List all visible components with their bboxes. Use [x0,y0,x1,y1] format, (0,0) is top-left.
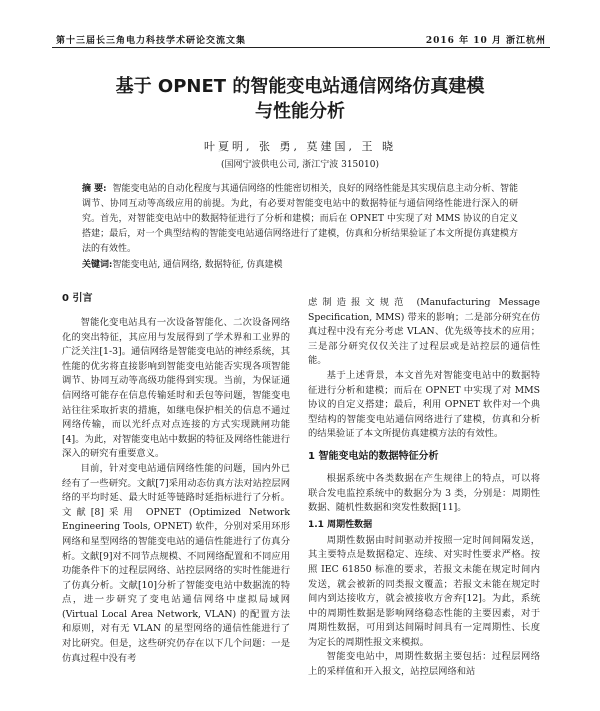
author-list: 叶夏明, 张 勇, 莫建国, 王 晓 [204,140,396,153]
periodic-data-paragraph-2: 智能变电站中，周期性数据主要包括：过程层网络上的采样值和开入报文，站控层网络和站 [308,651,540,678]
abstract [82,182,518,257]
intro-paragraph-3: 基于上述背景，本文首先对智能变电站中的数据特征进行分析和建模；而后在 OPNET 中实现了对 MMS 协议的自定义搭建；最后，利用 OPNET 软件对一个典型结构的智能变电站通信网络进行了建模，仿真和分析的结果验证了本文所提仿真建模方法的有效性。 [308,369,540,440]
paper-title-line-1: 基于 OPNET 的智能变电站通信网络仿真建模 [115,76,485,97]
keywords-text: 智能变电站, 通信网络, 数据特征, 仿真建模 [112,260,283,270]
intro-paragraph-1: 智能化变电站具有一次设备智能化、二次设备网络化的突出特征，其应用与发展得到了学术界和工业界的广泛关注[1-3]。通信网络是智能变电站的神经系统，其性能的优劣将直接影响到智能变电站能否实现各项智能调节、协同互动等高级功能得到实现。当前，为保证通信网络可能存在信息传输延时和丢包等问题，智能变电站往往采取折衷的措施，如继电保护相关的信息不通过网络传输，而以光纤点对点连接的方式实现跳闸功能[4]。为此，对智能变电站中数据的特征及网络性能进行深入的研究有重要意义。 [62,317,290,460]
keywords [82,258,518,273]
paper-title-line-2: 与性能分析 [255,101,345,122]
subsection-heading-periodic-data: 1.1 周期性数据 [308,519,373,530]
section1-paragraph-1: 根据系统中各类数据在产生规律上的特点，可以将联合发电监控系统中的数据分为 3 类，分别是：周期性数据、随机性数据和突发性数据[11]。 [308,472,540,514]
intro-paragraph-2-continued: 虑制造报文规范 (Manufacturing Message Specification, MMS) 带来的影响；二是部分研究在仿真过程中没有充分考虑 VLAN、优先级等技术的应用；三是部分研究仅仅关注了过程层或是站控层的通信性能。 [308,297,540,367]
periodic-data-paragraph-1: 周期性数据由时间驱动并按照一定时间间隔发送，其主要特点是数据稳定、连续、对实时性要求严格。按照 IEC 61850 标准的要求，若报文未能在规定时间内发送，就会被新的同类报文覆盖；若报文未能在规定时间内到达接收方，就会被接收方舍弃[12]。为此，系统中的周期性数据是影响网络稳态性能的主要因素，对于周期性数据，可用到达间隔时间具有一定周期性、长度为定长的周期性报文来模拟。 [308,534,540,648]
running-header-right: 2016 年 10 月 浙江杭州 [425,36,546,46]
section-heading-data-features: 1 智能变电站的数据特征分析 [308,450,439,462]
header-rule [52,47,550,48]
affiliation: (国网宁波供电公司, 浙江宁波 315010) [221,160,379,170]
keywords-label: 关键词: [82,260,113,270]
abstract-label: 摘 要: [82,184,107,194]
section-heading-introduction: 0 引言 [62,293,93,304]
left-column [62,292,290,666]
running-header-left: 第十三届长三角电力科技学术研论交流文集 [56,36,247,46]
intro-paragraph-2: 目前，针对变电站通信网络性能的问题，国内外已经有了一些研究。文献[7]采用动态仿真方法对站控层网络的平均时延、最大时延等链路时延指标进行了分析。文献[8]采用 OPNET (Optimized Network Engineering Tools, OPNET) 软件，分别对采用环形网络和星型网络的智能变电站的通信性能进行了仿真分析。文献[9]对不同节点规模、不同网络配置和不同应用功能条件下的过程层网络、站控层网络的实时性能进行了仿真分析。文献[10]分析了智能变电站中数据流的特点，进一步研究了变电站通信网络中虚拟局域网 (Virtual Local Area Network, VLAN) 的配置方法和原则，对有无 VLAN 的星型网络的通信性能进行了对比研究。但是，这些研究仍存在以下几个问题：一是仿真过程中没有考 [62,462,290,664]
abstract-text: 智能变电站的自动化程度与其通信网络的性能密切相关，良好的网络性能是其实现信息主动分析、智能调节、协同互动等高级应用的前提。为此，有必要对智能变电站中的数据特征与通信网络性能进行深入的研究。首先，对智能变电站中的数据特征进行了分析和建模；而后在 OPNET 中实现了对 MMS 协议的自定义搭建；最后，对一个典型结构的智能变电站通信网络进行了建模，仿真和分析结果验证了本文所提仿真建模方法的有效性。 [82,184,518,254]
right-column [308,296,540,680]
